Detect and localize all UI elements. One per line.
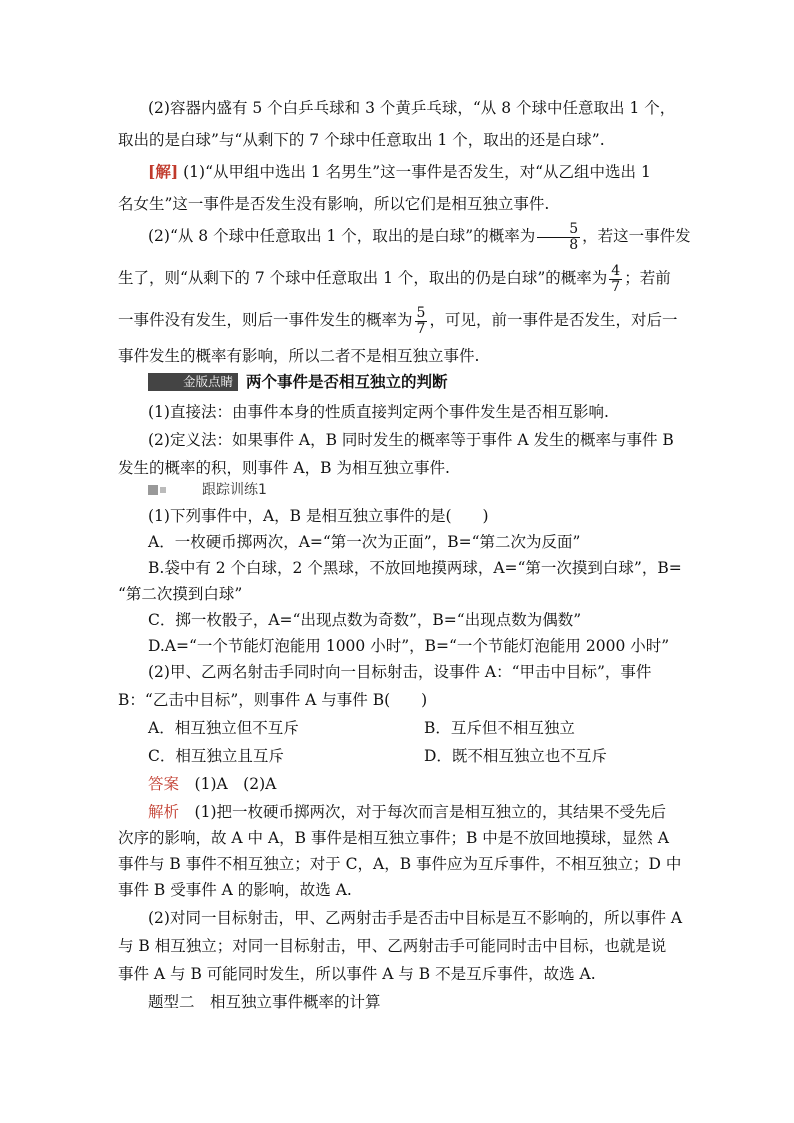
tip-title: 两个事件是否相互独立的判断 (246, 372, 448, 391)
fraction (537, 222, 580, 253)
option-line: “第二次摸到白球” (118, 585, 243, 603)
solution-label: [解] (148, 162, 179, 181)
section-heading: 题型二 相互独立事件概率的计算 (148, 993, 381, 1011)
question-line: B：“乙击中目标”，则事件 A 与事件 B( ) (118, 691, 428, 709)
text-span: ，可见，前一事件是否发生，对后一 (429, 311, 678, 329)
text-span: ；若前 (624, 269, 671, 287)
fraction (609, 264, 622, 295)
option-line: C．掷一枚骰子，A=“出现点数为奇数”，B=“出现点数为偶数” (148, 611, 582, 629)
option-line: A．一枚硬币掷两次，A=“第一次为正面”，B=“第二次为反面” (148, 533, 581, 551)
solution-line: 名女生”这一事件是否发生没有影响，所以它们是相互独立事件. (118, 195, 550, 213)
solution-line (118, 156, 676, 188)
option-a: A．相互独立但不互斥 (148, 719, 299, 737)
option-c: C．相互独立且互斥 (148, 747, 284, 765)
problem-line: 取出的是白球”与“从剩下的 7 个球中任意取出 1 个，取出的还是白球”. (118, 131, 605, 149)
analysis-line: 事件与 B 事件不相互独立；对于 C，A，B 事件应为互斥事件，不相互独立；D 中 (118, 855, 682, 873)
option-d: D．既不相互独立也不互斥 (424, 747, 607, 765)
option-b: B．互斥但不相互独立 (424, 719, 575, 737)
question-line: (1)下列事件中，A，B 是相互独立事件的是( ) (148, 507, 489, 525)
analysis-line: 次序的影响，故 A 中 A，B 事件是相互独立事件；B 中是不放回地摸球，显然 A (118, 829, 669, 847)
problem-line: (2)容器内盛有 5 个白乒乓球和 3 个黄乒乓球，“从 8 个球中任意取出 1 个， (148, 99, 676, 117)
analysis-line: 事件 A 与 B 可能同时发生，所以事件 A 与 B 不是互斥事件，故选 A. (118, 965, 596, 983)
solution-line (118, 262, 676, 295)
analysis-label: 解析 (148, 803, 180, 821)
tip-line: 发生的概率的积，则事件 A，B 为相互独立事件. (118, 459, 450, 477)
solution-line (118, 220, 691, 253)
fraction-numerator: 5 (537, 222, 580, 238)
fraction-denominator: 7 (416, 320, 426, 337)
tip-line: (1)直接法：由事件本身的性质直接判定两个事件发生是否相互影响. (148, 403, 609, 421)
analysis-line: 事件 B 受事件 A 的影响，故选 A. (118, 881, 352, 899)
fraction-numerator: 4 (611, 262, 621, 279)
square-icon (148, 485, 158, 495)
text-span: ，若这一事件发 (582, 227, 691, 245)
practice-title: 跟踪训练1 (202, 482, 267, 498)
solution-text: (1)“从甲组中选出 1 名男生”这一事件是否发生，对“从乙组中选出 1 (183, 163, 651, 181)
fraction-denominator: 7 (611, 278, 621, 295)
text-span: 生了，则“从剩下的 7 个球中任意取出 1 个，取出的仍是白球”的概率为 (118, 269, 608, 287)
solution-line (118, 304, 676, 337)
tip-heading (118, 366, 676, 398)
option-line: D.A=“一个节能灯泡能用 1000 小时”，B=“一个节能灯泡能用 2000 小时” (148, 637, 670, 655)
fraction-numerator: 5 (416, 304, 426, 321)
answer-label: 答案 (148, 775, 180, 793)
question-line: (2)甲、乙两名射击手同时向一目标射击，设事件 A：“甲击中目标”，事件 (148, 663, 652, 681)
analysis-line: 与 B 相互独立；对同一目标射击，甲、乙两射击手可能同时击中目标，也就是说 (118, 937, 667, 955)
analysis-line: (2)对同一目标射击，甲、乙两射击手是否击中目标是互不影响的，所以事件 A (148, 909, 683, 927)
answer-text: (1)A (2)A (194, 775, 277, 793)
fraction (415, 306, 428, 337)
square-icon (160, 487, 166, 493)
option-line: B.袋中有 2 个白球，2 个黑球，不放回地摸两球，A=“第一次摸到白球”，B= (148, 559, 682, 577)
solution-line: 事件发生的概率有影响，所以二者不是相互独立事件. (118, 347, 480, 365)
text-span: 一事件没有发生，则后一事件发生的概率为 (118, 311, 413, 329)
fraction-denominator: 8 (569, 236, 579, 253)
text-span: (2)“从 8 个球中任意取出 1 个，取出的是白球”的概率为 (148, 227, 536, 245)
tip-badge: 金版点睛 (148, 373, 238, 391)
tip-line: (2)定义法：如果事件 A，B 同时发生的概率等于事件 A 发生的概率与事件 B (148, 431, 674, 449)
analysis-text: (1)把一枚硬币掷两次，对于每次而言是相互独立的，其结果不受先后 (194, 803, 666, 821)
